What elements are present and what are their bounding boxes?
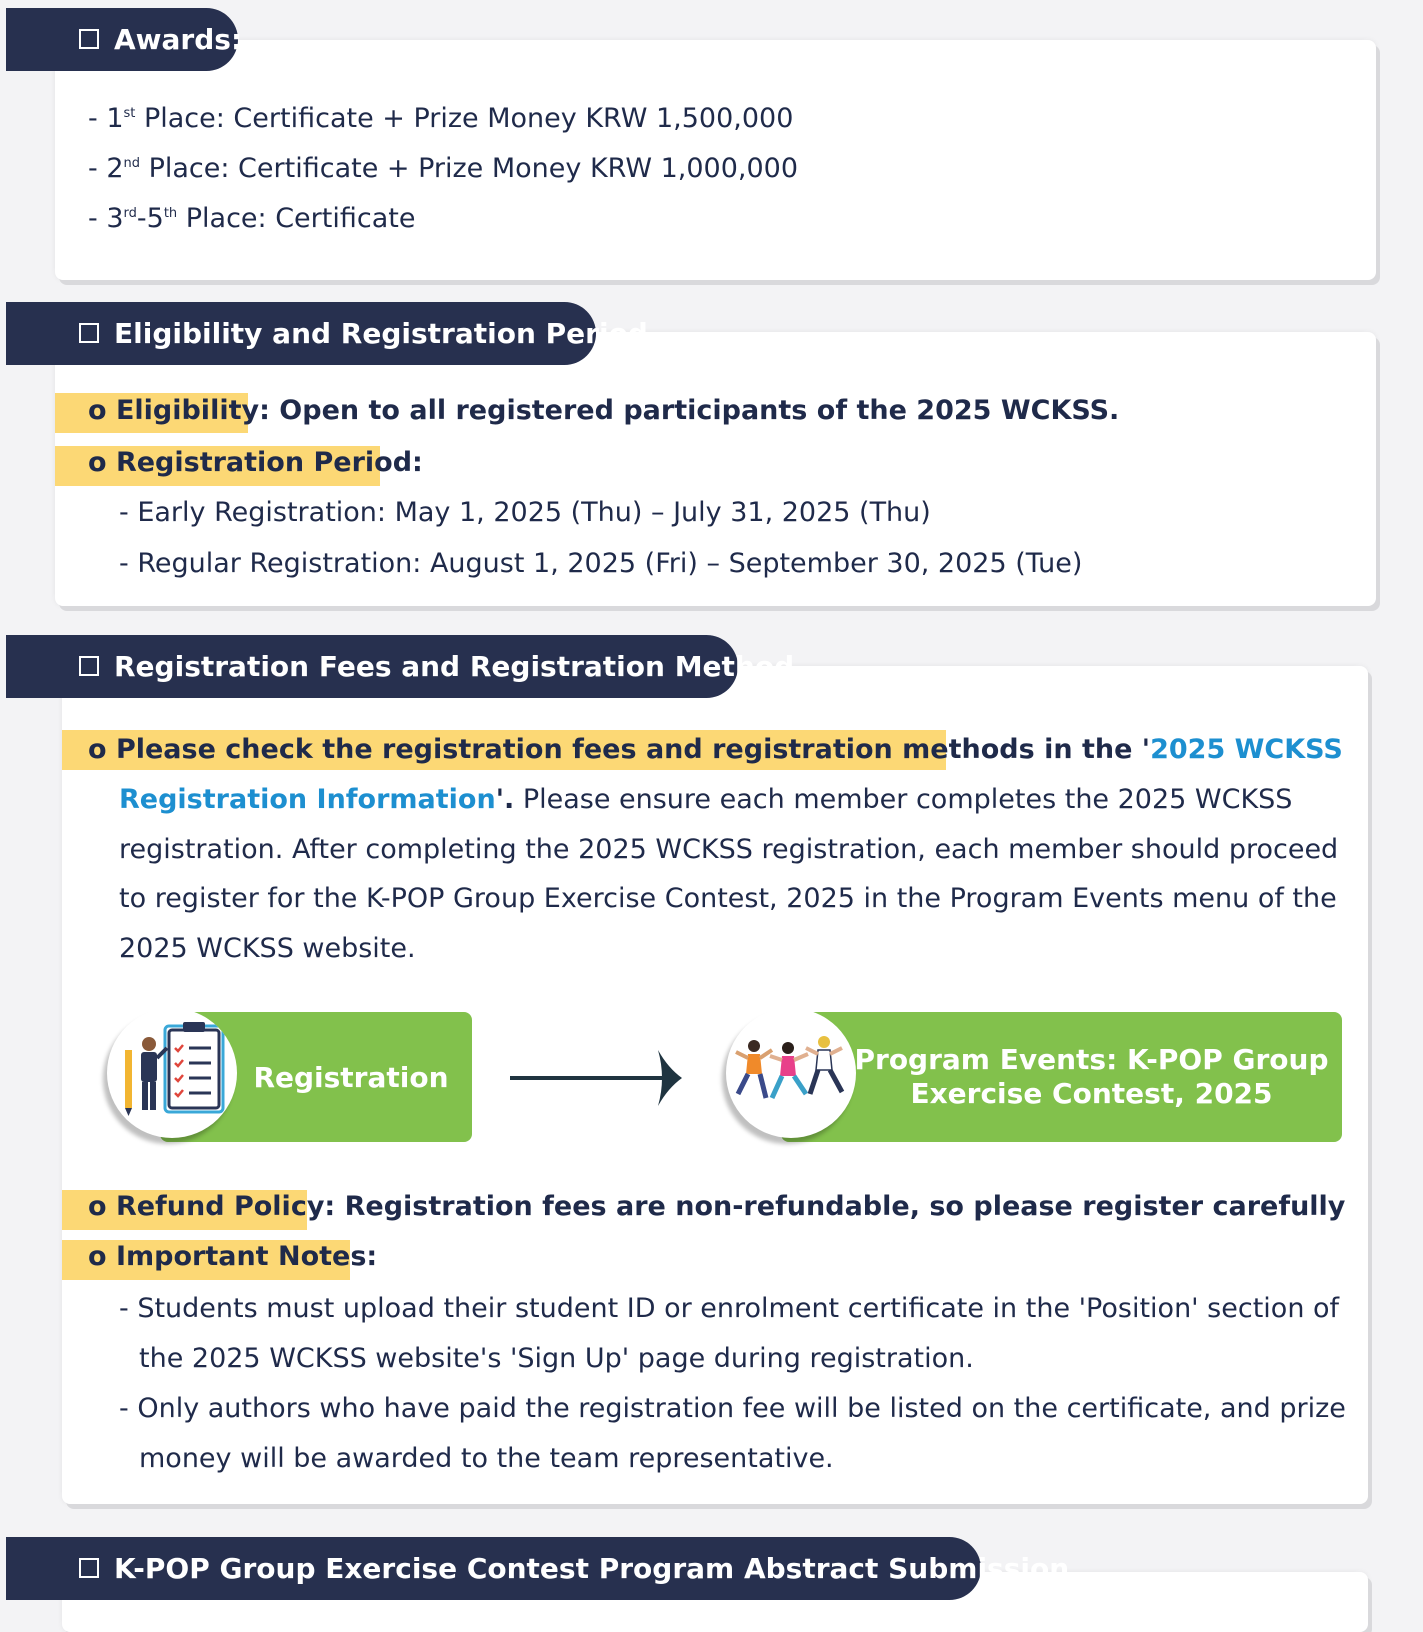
registration-step[interactable]: Registration: [160, 1012, 472, 1142]
important-notes-line: o Important Notes:: [88, 1241, 378, 1272]
fees-heading-tab: [6, 635, 795, 698]
award-second: - 2nd Place: Certificate + Prize Money KRW 1,000,000: [88, 153, 799, 184]
awards-heading: Awards:: [114, 23, 243, 56]
checkbox-square-icon: [79, 29, 99, 49]
abstract-heading: K-POP Group Exercise Contest Program Abstract Submission: [114, 1552, 1070, 1585]
fees-heading: Registration Fees and Registration Method: [114, 650, 795, 683]
registration-period-line: o Registration Period:: [88, 447, 423, 478]
registration-info-link[interactable]: 2025 WCKSS: [1150, 734, 1343, 765]
fees-paragraph: Registration Information'. Please ensure each member completes the 2025 WCKSS registration. After completing the 2025 WCKSS registration, each member should proceed to register for the K-POP Group Exercise Contest, 2025 in the Program Events menu of the 2025 WCKSS website.: [119, 784, 1339, 964]
abstract-heading-tab: [6, 1537, 1070, 1600]
eligibility-line: o Eligibility: Open to all registered participants of the 2025 WCKSS.: [88, 395, 1120, 426]
flow-arrow-icon: [508, 1048, 684, 1108]
awards-heading-tab: [6, 8, 243, 71]
checkbox-square-icon: [79, 1558, 99, 1578]
eligibility-heading: Eligibility and Registration Period: [114, 317, 648, 350]
checkbox-square-icon: [79, 323, 99, 343]
refund-policy-line: o Refund Policy: Registration fees are non-refundable, so please register carefully: [88, 1191, 1346, 1222]
registration-info-link-cont[interactable]: Registration Information: [119, 784, 496, 815]
early-registration: - Early Registration: May 1, 2025 (Thu) – July 31, 2025 (Thu): [119, 497, 931, 528]
eligibility-heading-tab: [6, 302, 648, 365]
dancers-icon: [726, 1008, 856, 1138]
regular-registration: - Regular Registration: August 1, 2025 (Fri) – September 30, 2025 (Tue): [119, 548, 1083, 579]
award-first: - 1st Place: Certificate + Prize Money KRW 1,500,000: [88, 103, 794, 134]
program-events-step[interactable]: Program Events: K-POP Group Exercise Contest, 2025: [781, 1012, 1342, 1142]
registration-clipboard-icon: [107, 1008, 237, 1138]
note-student-id: - Students must upload their student ID or enrolment certificate in the 'Position' section of the 2025 WCKSS website's 'Sign Up' page during registration.: [119, 1293, 1340, 1374]
award-third-fifth: - 3rd-5th Place: Certificate: [88, 203, 416, 234]
note-authors-fee: - Only authors who have paid the registration fee will be listed on the certificate, and prize money will be awarded to the team representative.: [119, 1393, 1346, 1474]
check-fees-line: o Please check the registration fees and registration methods in the '2025 WCKSS: [88, 734, 1343, 765]
checkbox-square-icon: [79, 656, 99, 676]
